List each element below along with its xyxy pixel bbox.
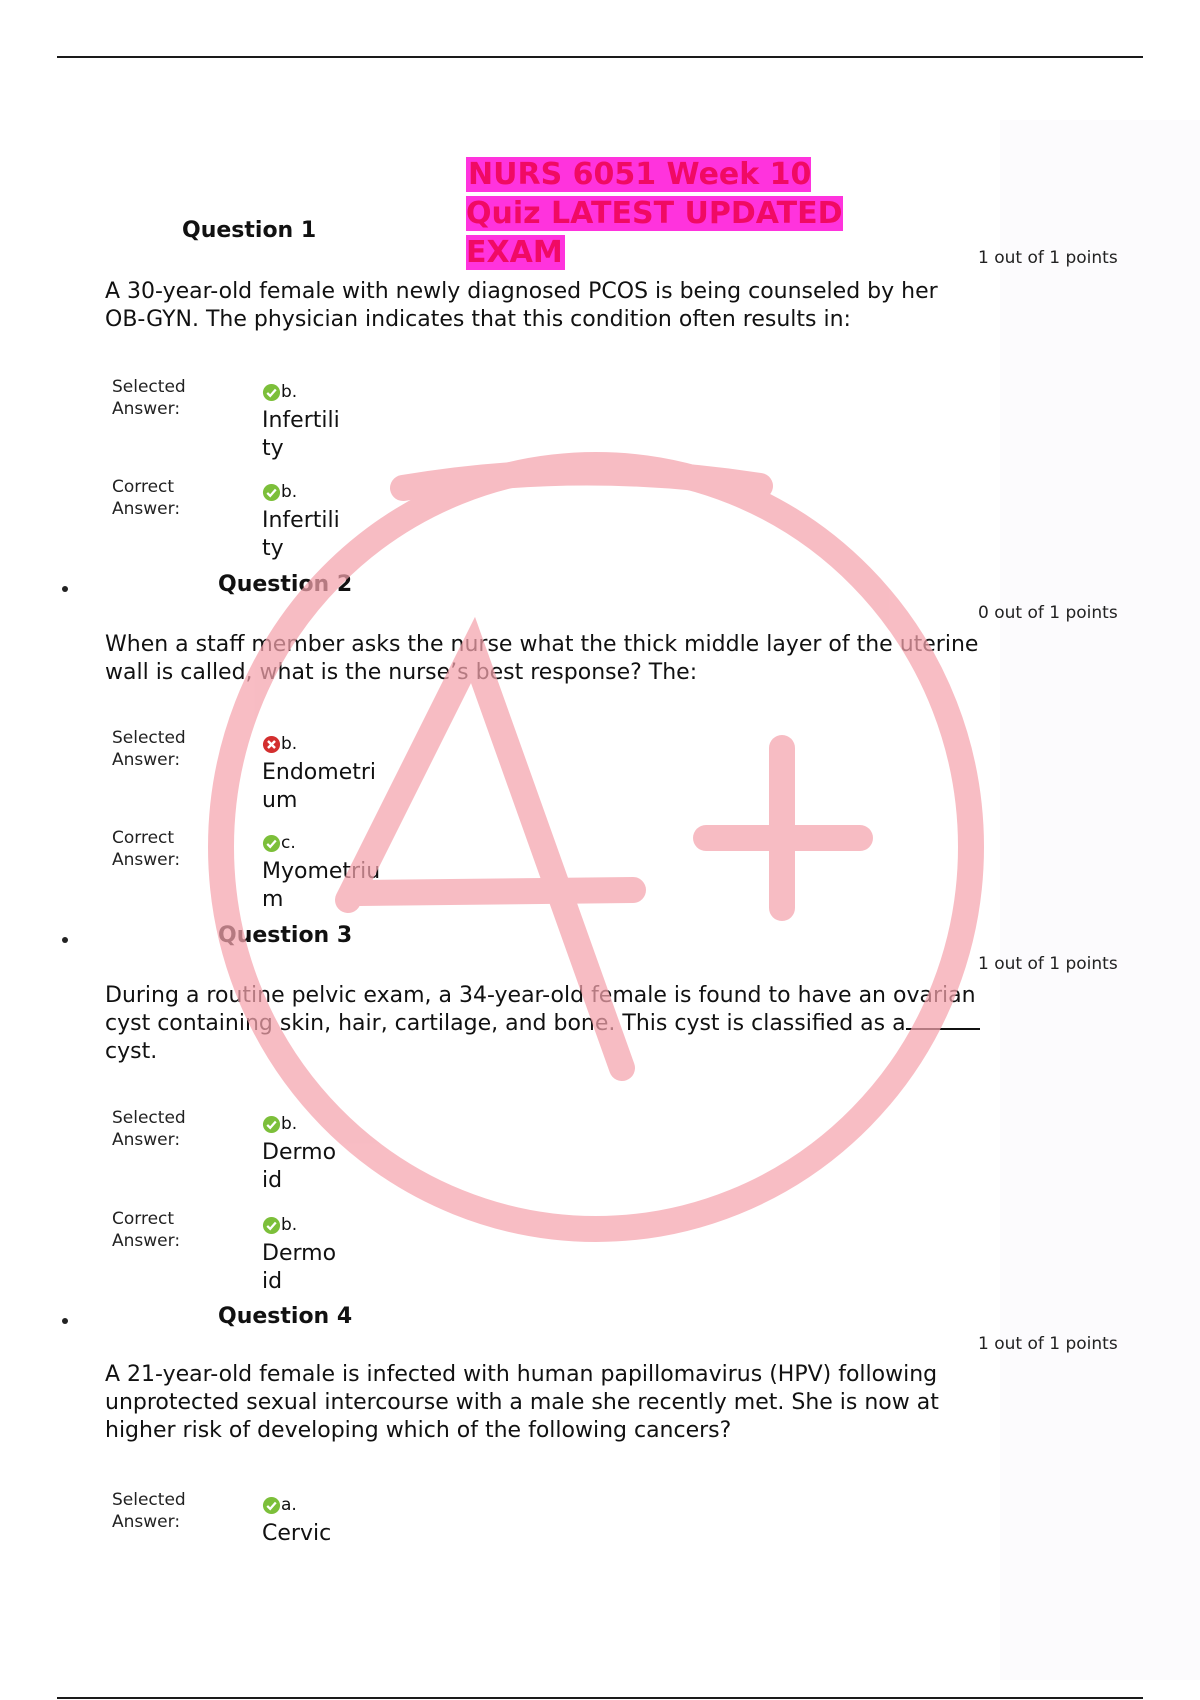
bullet: [62, 586, 68, 592]
correct-answer: b. Dermo id: [262, 1215, 337, 1294]
question-points: 1 out of 1 points: [978, 1334, 1118, 1354]
question-heading: Question 4: [218, 1304, 353, 1329]
selected-answer: b. Dermo id: [262, 1114, 337, 1193]
check-circle-icon: [262, 1496, 281, 1515]
bottom-rule: [57, 1697, 1143, 1699]
question-points: 0 out of 1 points: [978, 603, 1118, 623]
check-circle-icon: [262, 383, 281, 402]
bullet: [62, 1318, 68, 1324]
correct-answer-label: Correct Answer:: [112, 828, 181, 870]
question-points: 1 out of 1 points: [978, 248, 1118, 268]
correct-answer: b. Infertili ty: [262, 482, 340, 561]
bullet: [62, 937, 68, 943]
selected-answer: a. Cervic: [262, 1495, 332, 1546]
question-points: 1 out of 1 points: [978, 954, 1118, 974]
check-circle-icon: [262, 1216, 281, 1235]
answer-blank: [906, 1010, 980, 1030]
page-title: NURS 6051 Week 10 Quiz LATEST UPDATED EXAM: [466, 157, 843, 270]
selected-answer-label: Selected Answer:: [112, 1108, 186, 1150]
check-circle-icon: [262, 1115, 281, 1134]
check-circle-icon: [262, 834, 281, 853]
selected-answer: b. Infertili ty: [262, 382, 340, 461]
question-text: A 21-year-old female is infected with human papillomavirus (HPV) following unprotected sexual intercourse with a male she recently met. She is now at higher risk of developing which of the following cancers?: [105, 1362, 939, 1443]
question-heading: Question 1: [182, 218, 317, 243]
question-heading: Question 3: [218, 923, 353, 948]
question-text: When a staff member asks the nurse what the thick middle layer of the uterine wall is called, what is the nurse’s best response? The:: [105, 632, 979, 685]
question-heading: Question 2: [218, 572, 353, 597]
question-text: A 30-year-old female with newly diagnosed PCOS is being counseled by her OB-GYN. The physician indicates that this condition often results in:: [105, 279, 938, 332]
selected-answer: b. Endometri um: [262, 734, 377, 813]
selected-answer-label: Selected Answer:: [112, 1490, 186, 1532]
correct-answer-label: Correct Answer:: [112, 1209, 181, 1251]
top-rule: [57, 56, 1143, 58]
correct-answer: c. Myometriu m: [262, 833, 381, 912]
selected-answer-label: Selected Answer:: [112, 377, 186, 419]
selected-answer-label: Selected Answer:: [112, 728, 186, 770]
correct-answer-label: Correct Answer:: [112, 477, 181, 519]
question-text: During a routine pelvic exam, a 34-year-old female is found to have an ovarian cyst containing skin, hair, cartilage, and bone. This cyst is classified as acyst.: [105, 982, 985, 1066]
x-circle-icon: [262, 735, 281, 754]
score-column: [1000, 120, 1200, 1680]
check-circle-icon: [262, 483, 281, 502]
